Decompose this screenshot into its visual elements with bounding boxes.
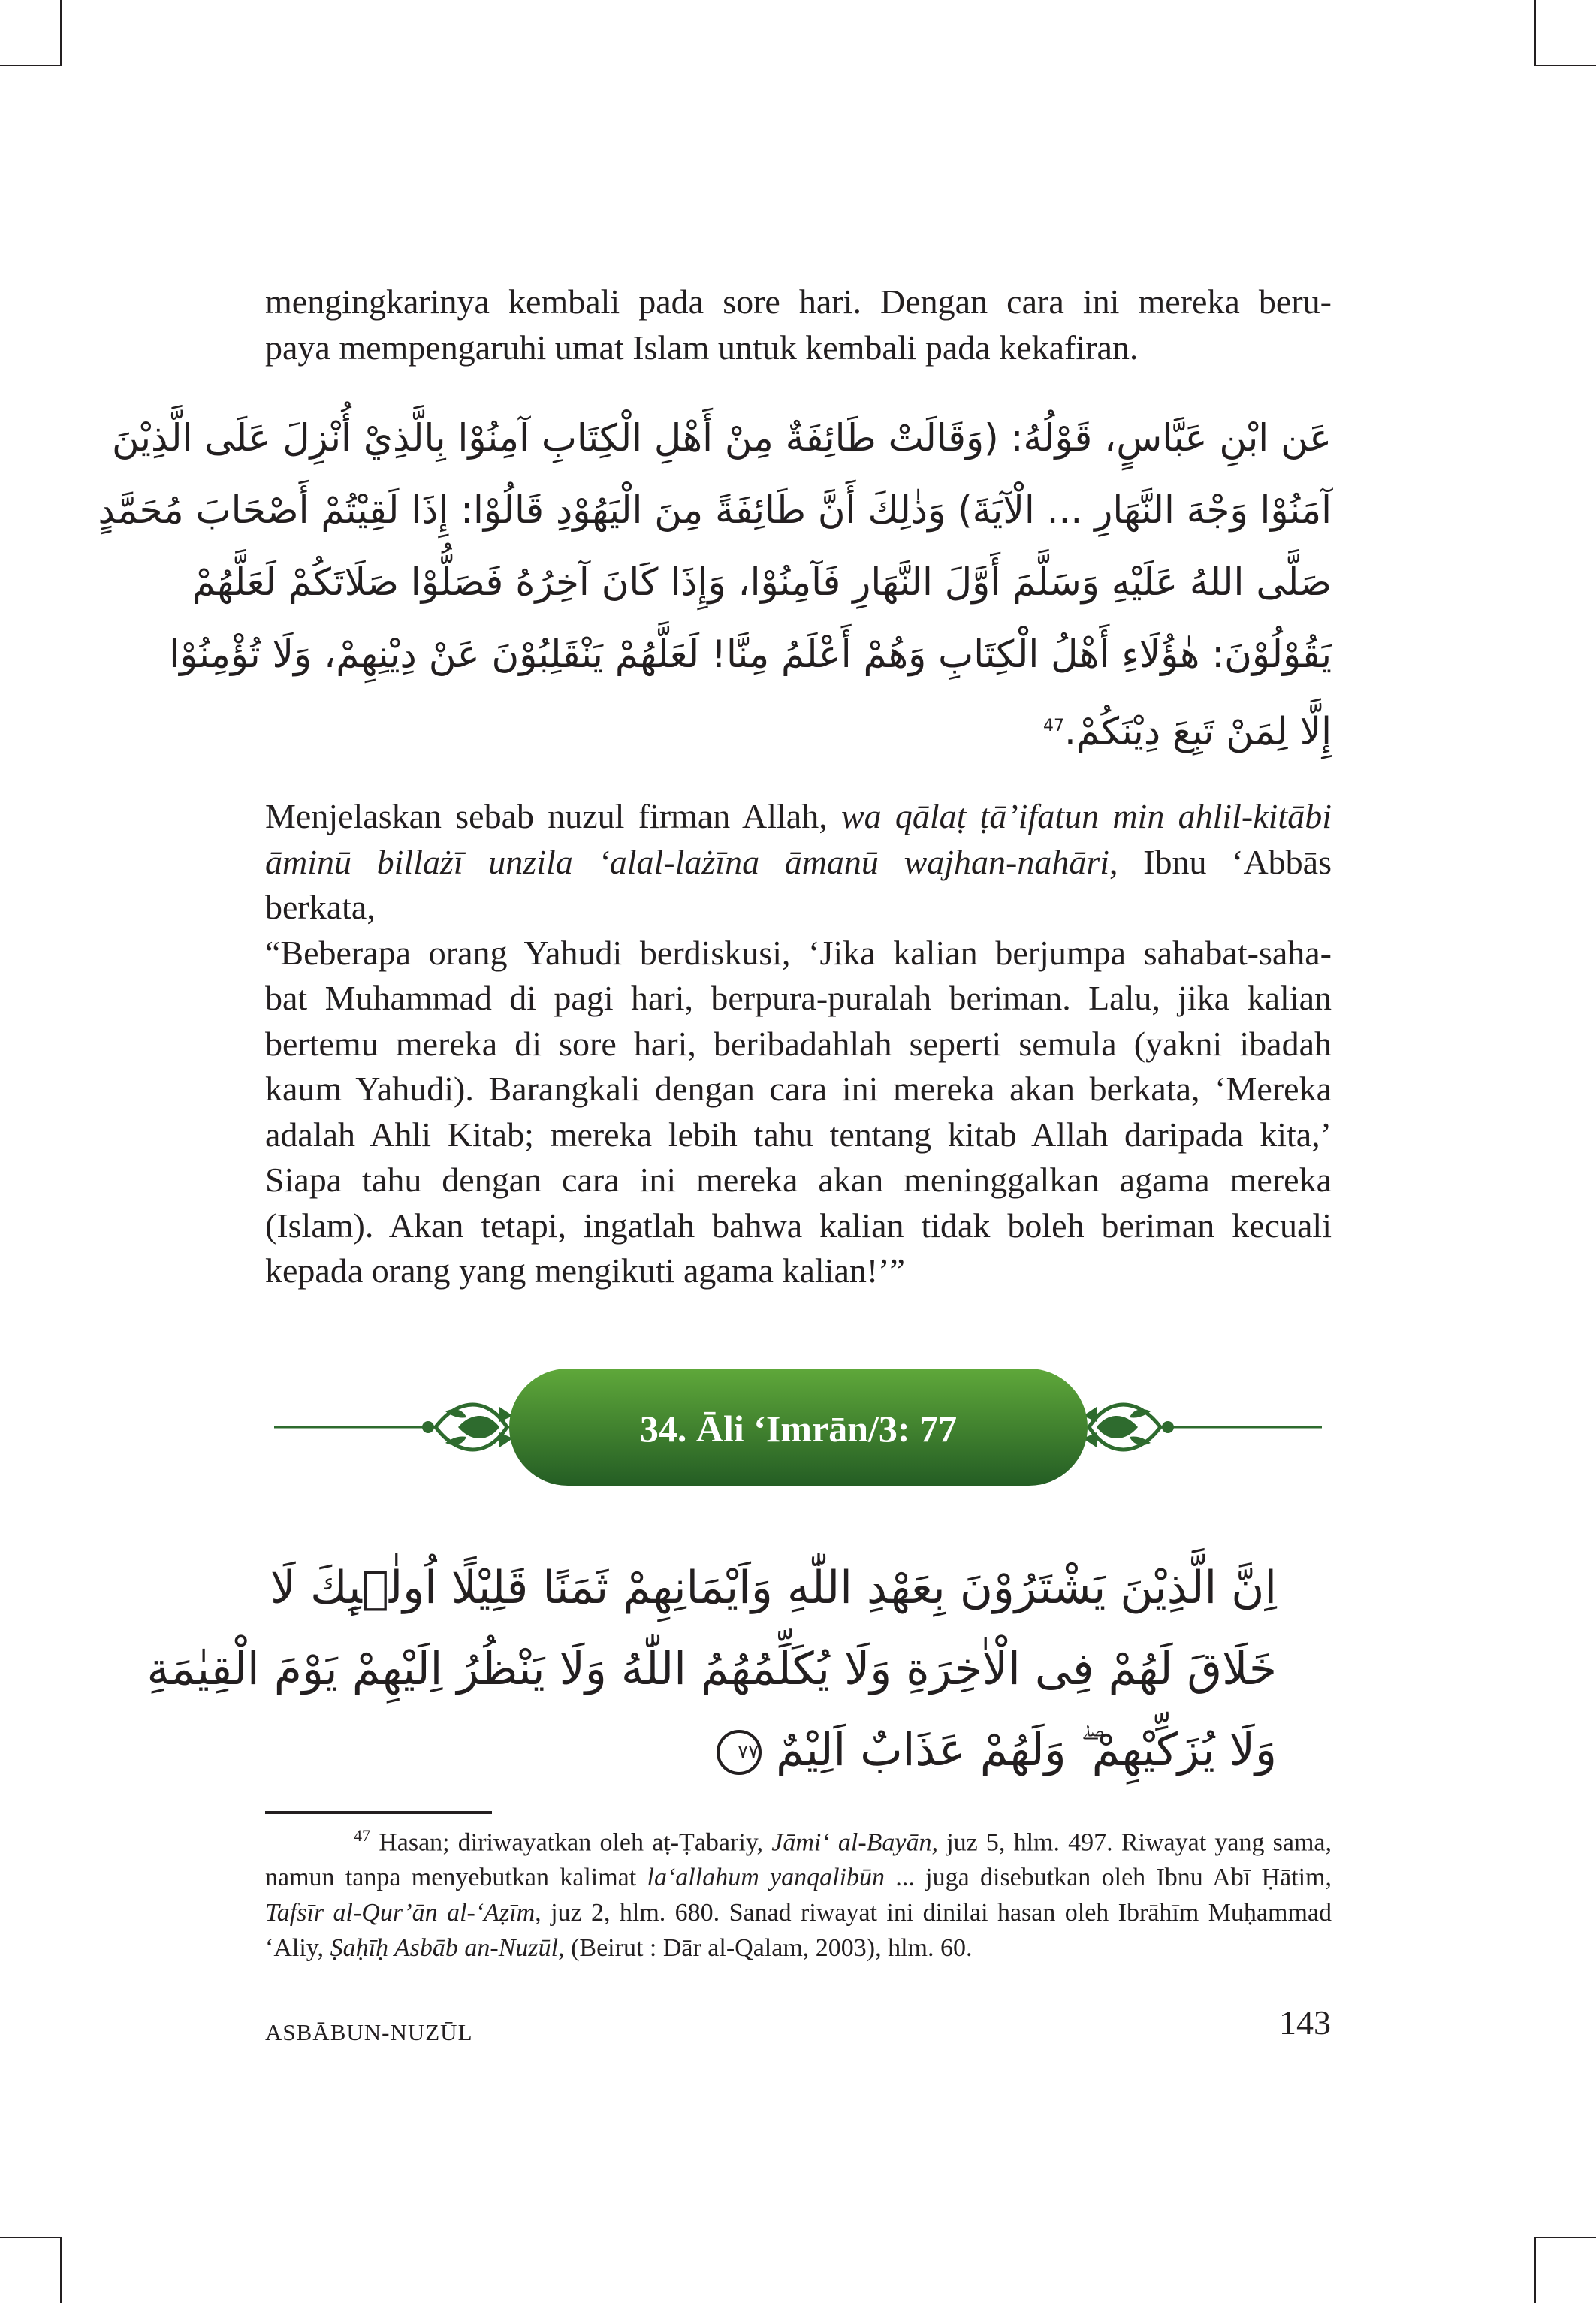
- text-line: (Islam). Akan tetapi, ingatlah bahwa kalian tidak boleh beriman kecuali: [265, 1206, 1332, 1245]
- text-line: Siapa tahu dengan cara ini mereka akan meninggalkan agama mereka: [265, 1161, 1332, 1199]
- footnote-line: [265, 1818, 1332, 1860]
- text-run: juz 2, hlm. 680. Sanad riwayat ini dinilai hasan oleh Ibrāhīm Muḥammad: [541, 1899, 1332, 1927]
- quran-line: وَلَا يُزَكِّيْهِمْ ۖ وَلَهُمْ عَذَابٌ اَلِيْمٌ: [776, 1724, 1277, 1776]
- text-run: ... juga disebutkan oleh Ibnu Abī Ḥātim,: [885, 1864, 1332, 1892]
- quran-line-last: [323, 1710, 1277, 1791]
- citation-title: Tafsīr al-Qur’ān al-‘Aẓīm,: [265, 1899, 542, 1927]
- ornament-left-icon: [422, 1405, 513, 1450]
- crop-mark: [1536, 2237, 1596, 2238]
- text-line: bertemu mereka di sore hari, beribadahlah seperti semula (yakni ibadah: [265, 1024, 1332, 1063]
- footnote: [265, 1818, 1332, 1966]
- citation-title: Ṣaḥīḥ Asbāb an-Nuzūl: [330, 1934, 559, 1963]
- text-line: [265, 794, 1332, 840]
- arabic-line: آمَنُوْا وَجْهَ النَّهَارِ ... الْآيَةَ) وَذٰلِكَ أَنَّ طَائِفَةً مِنَ الْيَهُوْدِ قَالُوْا: إِذَا لَقِيْتُمْ أَصْحَابَ مُحَمَّدٍ: [98, 488, 1332, 532]
- text-line: adalah Ahli Kitab; mereka lebih tahu tentang kitab Allah daripada kita,’: [265, 1115, 1332, 1154]
- text-run: , (Beirut : Dār al-Qalam, 2003), hlm. 60.: [558, 1934, 973, 1963]
- crop-mark: [0, 65, 60, 66]
- transliteration: wa qālaṭ ṭā’ifatun min ahlil-kitābi: [840, 797, 1332, 835]
- section-heading-band: [274, 1363, 1322, 1491]
- crop-mark: [1536, 65, 1596, 66]
- hadith-arabic-text: [98, 402, 1332, 762]
- footnote-line: [265, 1860, 1332, 1895]
- text-run: namun tanpa menyebutkan kalimat: [265, 1864, 647, 1892]
- text-line: bat Muhammad di pagi hari, berpura-puralah beriman. Lalu, jika kalian: [265, 979, 1332, 1017]
- text-run: juz 5, hlm. 497. Riwayat yang sama,: [938, 1828, 1332, 1857]
- text-run: Hasan; diriwayatkan oleh aṭ-Ṭabariy,: [370, 1828, 772, 1857]
- arabic-line: صَلَّى اللهُ عَلَيْهِ وَسَلَّمَ أَوَّلَ النَّهَارِ فَآمِنُوْا، وَإِذَا كَانَ آخِرُهُ فَصَلُّوْا صَلَاتَكُمْ لَعَلَّهُمْ: [192, 560, 1332, 604]
- running-footer: ASBĀBUN-NUZŪL: [265, 2019, 473, 2045]
- footnote-ref: 47: [1043, 717, 1065, 735]
- transliteration: la‘allahum yanqalibūn: [647, 1864, 885, 1892]
- text-run: Menjelaskan sebab nuzul firman Allah,: [265, 797, 841, 835]
- page-number: 143: [1279, 2003, 1331, 2042]
- crop-mark: [1534, 2237, 1536, 2303]
- citation-title: Jāmi‘ al-Bayān,: [771, 1828, 938, 1857]
- quran-verse-text: [146, 1547, 1277, 1791]
- arabic-line: عَن ابْنِ عَبَّاسٍ، قَوْلُهُ: (وَقَالَتْ طَائِفَةٌ مِنْ أَهْلِ الْكِتَابِ آمِنُوْا بِالَّذِيْ أُنْزِلَ عَلَى الَّذِيْنَ: [112, 416, 1332, 460]
- text-line: mengingkarinya kembali pada sore hari. Dengan cara ini mereka beru-: [265, 282, 1332, 321]
- crop-mark: [60, 2237, 62, 2303]
- arabic-line: يَقُوْلُوْنَ: هٰؤُلَاءِ أَهْلُ الْكِتَابِ وَهُمْ أَعْلَمُ مِنَّا! لَعَلَّهُمْ يَنْقَلِبُوْنَ عَنْ دِيْنِهِمْ، وَلَا تُؤْمِنُوْا: [169, 632, 1332, 676]
- quran-line: خَلَاقَ لَهُمْ فِى الْاٰخِرَةِ وَلَا يُكَلِّمُهُمُ اللّٰهُ وَلَا يَنْظُرُ اِلَيْهِمْ يَوْمَ الْقِيٰمَةِ: [146, 1643, 1277, 1695]
- paragraph-continuation: [265, 279, 1332, 370]
- text-line: kaum Yahudi). Barangkali dengan cara ini mereka akan berkata, ‘Mereka: [265, 1070, 1332, 1108]
- arabic-line: إِلَّا لِمَنْ تَبِعَ دِيْنَكُمْ.: [1064, 709, 1332, 753]
- footnote-line: [265, 1930, 1332, 1966]
- text-line: “Beberapa orang Yahudi berdiskusi, ‘Jika kalian berjumpa sahabat-saha-: [265, 933, 1332, 972]
- text-line: paya mempengaruhi umat Islam untuk kembali pada kekafiran.: [265, 327, 1139, 367]
- paragraph-explanation: [265, 794, 1332, 1294]
- crop-mark: [60, 0, 62, 66]
- footnote-line: [265, 1895, 1332, 1930]
- crop-mark: [0, 2237, 60, 2238]
- text-run: , Ibnu ‘Abbās berkata,: [265, 842, 1332, 926]
- crop-mark: [1534, 0, 1536, 66]
- footnote-separator: [265, 1811, 492, 1814]
- section-title: 34. Āli ‘Imrān/3: 77: [639, 1408, 958, 1450]
- arabic-line-last: [265, 690, 1332, 762]
- text-line: [265, 840, 1332, 931]
- footnote-number: 47: [354, 1826, 370, 1845]
- ayah-number-marker: ٧٧: [717, 1730, 762, 1775]
- text-run: ‘Aliy,: [265, 1934, 330, 1963]
- text-line: kepada orang yang mengikuti agama kalian!’”: [265, 1251, 905, 1290]
- quran-line: اِنَّ الَّذِيْنَ يَشْتَرُوْنَ بِعَهْدِ اللّٰهِ وَاَيْمَانِهِمْ ثَمَنًا قَلِيْلًا اُولٰۤىِٕكَ لَا: [270, 1562, 1277, 1614]
- transliteration: āminū billażī unzila ‘alal-lażīna āmanū wajhan-nahāri: [265, 842, 1110, 881]
- ornament-right-icon: [1083, 1405, 1174, 1450]
